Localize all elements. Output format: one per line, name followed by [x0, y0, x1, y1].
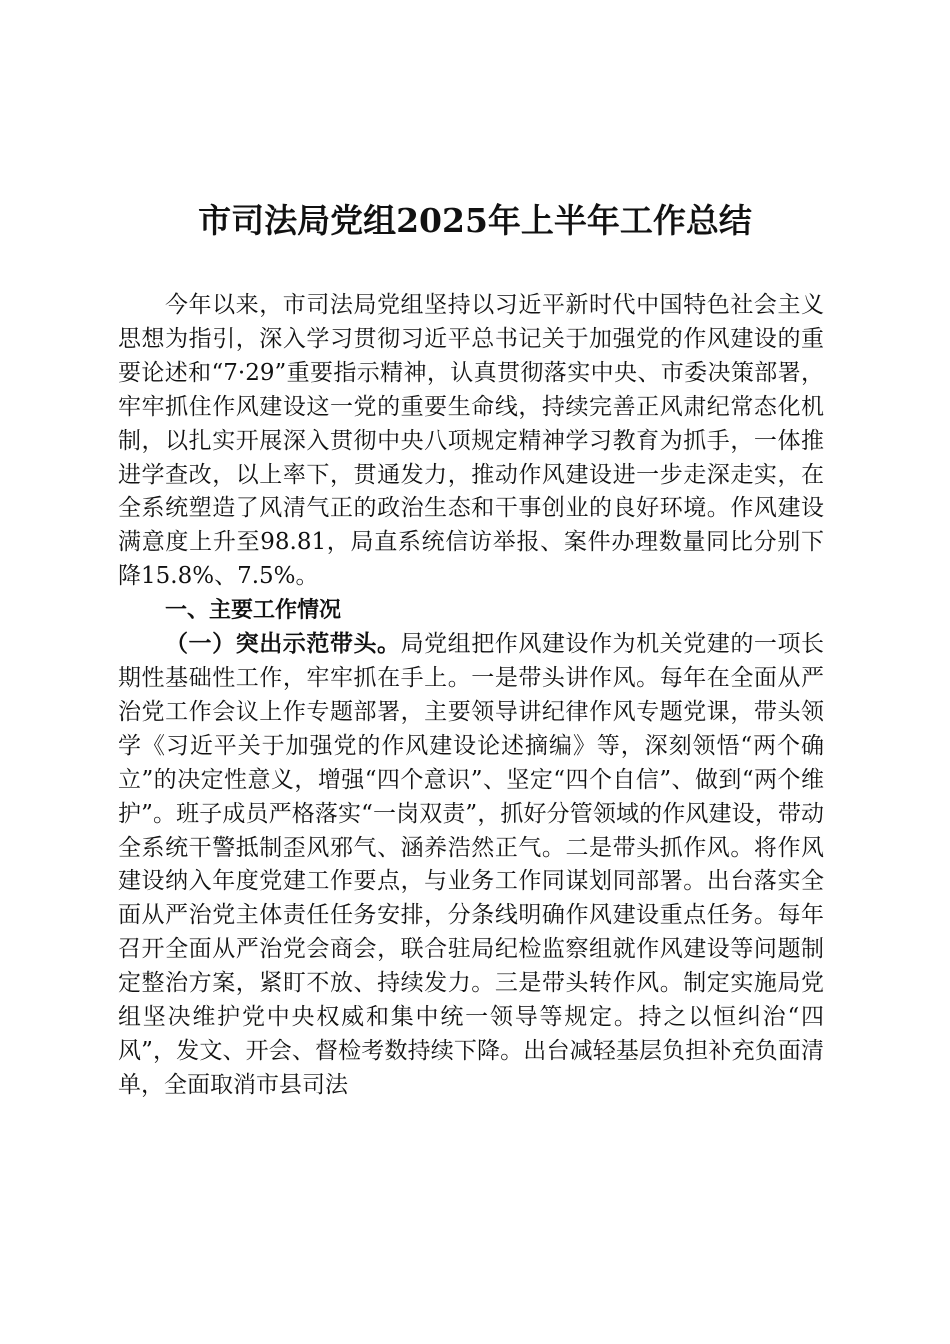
subsection-heading-demonstration: （一）突出示范带头。: [165, 631, 401, 658]
intro-paragraph: 今年以来，市司法局党组坚持以习近平新时代中国特色社会主义思想为指引，深入学习贯彻习近平总书记关于加强党的作风建设的重要论述和“7·29”重要指示精神，认真贯彻落实中央、市委决策部署，牢牢抓住作风建设这一党的重要生命线，持续完善正风肃纪常态化机制，以扎实开展深入贯彻中央八项规定精神学习教育为抓手，一体推进学查改，以上率下，贯通发力，推动作风建设进一步走深走实，在全系统塑造了风清气正的政治生态和干事创业的良好环境。作风建设满意度上升至98.81，局直系统信访举报、案件办理数量同比分别下降15.8%、7.5%。: [118, 292, 824, 590]
subsection-paragraph-demonstration: [118, 628, 824, 1103]
document-title: 市司法局党组2025年上半年工作总结: [198, 201, 752, 240]
document-body: [118, 289, 824, 1103]
subsection-body-demonstration: 局党组把作风建设作为机关党建的一项长期性基础性工作，牢牢抓在手上。一是带头讲作风。每年在全面从严治党工作会议上作专题部署，主要领导讲纪律作风专题党课，带头领学《习近平关于加强党的作风建设论述摘编》等，深刻领悟“两个确立”的决定性意义，增强“四个意识”、坚定“四个自信”、做到“两个维护”。班子成员严格落实“一岗双责”，抓好分管领域的作风建设，带动全系统干警抵制歪风邪气、涵养浩然正气。二是带头抓作风。将作风建设纳入年度党建工作要点，与业务工作同谋划同部署。出台落实全面从严治党主体责任任务安排，分条线明确作风建设重点任务。每年召开全面从严治党会商会，联合驻局纪检监察组就作风建设等问题制定整治方案，紧盯不放、持续发力。三是带头转作风。制定实施局党组坚决维护党中央权威和集中统一领导等规定。持之以恒纠治“四风”，发文、开会、督检考数持续下降。出台减轻基层负担补充负面清单，全面取消市县司法: [118, 631, 825, 1098]
section-heading-main-work: 一、主要工作情况: [165, 598, 342, 624]
